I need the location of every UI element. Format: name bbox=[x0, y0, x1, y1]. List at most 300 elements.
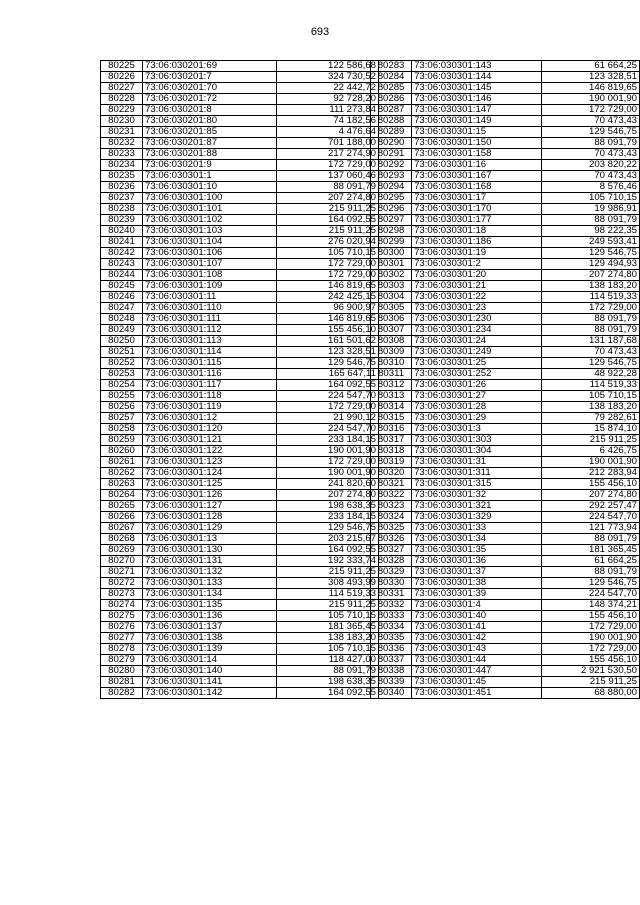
cadastral-number-cell: 73:06:030301:329 bbox=[412, 512, 541, 523]
value-cell: 172 729,00 bbox=[277, 402, 379, 413]
table-row bbox=[371, 160, 640, 171]
value-cell: 701 188,00 bbox=[277, 138, 379, 149]
row-number-cell: 80271 bbox=[101, 567, 143, 578]
table-row bbox=[101, 589, 379, 600]
value-cell: 88 091,79 bbox=[541, 314, 639, 325]
row-number-cell: 80285 bbox=[371, 83, 412, 94]
table-row bbox=[101, 633, 379, 644]
value-cell: 146 819,65 bbox=[277, 281, 379, 292]
table-row bbox=[101, 578, 379, 589]
value-cell: 292 257,47 bbox=[541, 501, 639, 512]
value-cell: 215 911,25 bbox=[277, 226, 379, 237]
cadastral-number-cell: 73:06:030301:146 bbox=[412, 94, 541, 105]
value-cell: 308 493,99 bbox=[277, 578, 379, 589]
table-row bbox=[371, 578, 640, 589]
table-row bbox=[101, 270, 379, 281]
value-cell: 114 519,33 bbox=[541, 380, 639, 391]
table-row bbox=[371, 204, 640, 215]
cadastral-number-cell: 73:06:030301:128 bbox=[143, 512, 277, 523]
value-cell: 131 187,68 bbox=[541, 336, 639, 347]
cadastral-number-cell: 73:06:030301:16 bbox=[412, 160, 541, 171]
cadastral-number-cell: 73:06:030301:110 bbox=[143, 303, 277, 314]
cadastral-number-cell: 73:06:030301:12 bbox=[143, 413, 277, 424]
cadastral-number-cell: 73:06:030301:1 bbox=[143, 171, 277, 182]
table-row bbox=[101, 259, 379, 270]
table-row bbox=[371, 479, 640, 490]
value-cell: 114 519,33 bbox=[277, 589, 379, 600]
row-number-cell: 80249 bbox=[101, 325, 143, 336]
table-row bbox=[101, 611, 379, 622]
value-cell: 105 710,15 bbox=[277, 611, 379, 622]
value-cell: 88 091,79 bbox=[541, 325, 639, 336]
cadastral-number-cell: 73:06:030301:143 bbox=[412, 61, 541, 72]
cadastral-number-cell: 73:06:030301:140 bbox=[143, 666, 277, 677]
value-cell: 161 501,62 bbox=[277, 336, 379, 347]
cadastral-number-cell: 73:06:030301:130 bbox=[143, 545, 277, 556]
row-number-cell: 80338 bbox=[371, 666, 412, 677]
table-row bbox=[371, 237, 640, 248]
cadastral-number-cell: 73:06:030301:149 bbox=[412, 116, 541, 127]
cadastral-number-cell: 73:06:030201:70 bbox=[143, 83, 277, 94]
value-cell: 276 020,94 bbox=[277, 237, 379, 248]
cadastral-number-cell: 73:06:030301:113 bbox=[143, 336, 277, 347]
row-number-cell: 80313 bbox=[371, 391, 412, 402]
table-row bbox=[101, 182, 379, 193]
cadastral-number-cell: 73:06:030301:127 bbox=[143, 501, 277, 512]
value-cell: 129 546,75 bbox=[541, 358, 639, 369]
cadastral-number-cell: 73:06:030301:114 bbox=[143, 347, 277, 358]
row-number-cell: 80251 bbox=[101, 347, 143, 358]
value-cell: 172 729,00 bbox=[541, 644, 639, 655]
value-cell: 181 365,45 bbox=[277, 622, 379, 633]
cadastral-number-cell: 73:06:030301:40 bbox=[412, 611, 541, 622]
row-number-cell: 80250 bbox=[101, 336, 143, 347]
cadastral-number-cell: 73:06:030301:13 bbox=[143, 534, 277, 545]
row-number-cell: 80307 bbox=[371, 325, 412, 336]
table-row bbox=[101, 446, 379, 457]
row-number-cell: 80301 bbox=[371, 259, 412, 270]
value-cell: 70 473,43 bbox=[541, 116, 639, 127]
row-number-cell: 80240 bbox=[101, 226, 143, 237]
table-row bbox=[371, 435, 640, 446]
cadastral-number-cell: 73:06:030301:120 bbox=[143, 424, 277, 435]
table-row bbox=[371, 138, 640, 149]
row-number-cell: 80229 bbox=[101, 105, 143, 116]
row-number-cell: 80238 bbox=[101, 204, 143, 215]
table-row bbox=[371, 556, 640, 567]
row-number-cell: 80291 bbox=[371, 149, 412, 160]
cadastral-number-cell: 73:06:030301:22 bbox=[412, 292, 541, 303]
table-row bbox=[101, 512, 379, 523]
cadastral-number-cell: 73:06:030301:29 bbox=[412, 413, 541, 424]
cadastral-number-cell: 73:06:030301:234 bbox=[412, 325, 541, 336]
row-number-cell: 80297 bbox=[371, 215, 412, 226]
value-cell: 155 456,10 bbox=[541, 655, 639, 666]
row-number-cell: 80326 bbox=[371, 534, 412, 545]
cadastral-number-cell: 73:06:030301:138 bbox=[143, 633, 277, 644]
value-cell: 88 091,79 bbox=[541, 215, 639, 226]
cadastral-number-cell: 73:06:030301:303 bbox=[412, 435, 541, 446]
value-cell: 155 456,10 bbox=[541, 479, 639, 490]
row-number-cell: 80246 bbox=[101, 292, 143, 303]
table-row bbox=[101, 105, 379, 116]
value-cell: 2 921 530,50 bbox=[541, 666, 639, 677]
value-cell: 215 911,25 bbox=[277, 204, 379, 215]
row-number-cell: 80262 bbox=[101, 468, 143, 479]
cadastral-number-cell: 73:06:030301:321 bbox=[412, 501, 541, 512]
table-row bbox=[101, 248, 379, 259]
row-number-cell: 80259 bbox=[101, 435, 143, 446]
row-number-cell: 80257 bbox=[101, 413, 143, 424]
value-cell: 129 546,75 bbox=[277, 358, 379, 369]
row-number-cell: 80232 bbox=[101, 138, 143, 149]
row-number-cell: 80303 bbox=[371, 281, 412, 292]
table-row bbox=[101, 171, 379, 182]
table-row bbox=[371, 314, 640, 325]
table-row bbox=[101, 116, 379, 127]
cadastral-number-cell: 73:06:030301:111 bbox=[143, 314, 277, 325]
row-number-cell: 80278 bbox=[101, 644, 143, 655]
cadastral-number-cell: 73:06:030301:124 bbox=[143, 468, 277, 479]
value-cell: 61 664,25 bbox=[541, 61, 639, 72]
table-row bbox=[101, 391, 379, 402]
cadastral-number-cell: 73:06:030301:132 bbox=[143, 567, 277, 578]
table-row bbox=[371, 193, 640, 204]
row-number-cell: 80324 bbox=[371, 512, 412, 523]
cadastral-number-cell: 73:06:030301:35 bbox=[412, 545, 541, 556]
row-number-cell: 80335 bbox=[371, 633, 412, 644]
row-number-cell: 80311 bbox=[371, 369, 412, 380]
value-cell: 181 365,45 bbox=[541, 545, 639, 556]
table-row bbox=[371, 402, 640, 413]
value-cell: 146 819,65 bbox=[541, 83, 639, 94]
cadastral-number-cell: 73:06:030301:102 bbox=[143, 215, 277, 226]
value-cell: 68 880,00 bbox=[541, 688, 639, 699]
table-row bbox=[371, 270, 640, 281]
cadastral-number-cell: 73:06:030301:125 bbox=[143, 479, 277, 490]
row-number-cell: 80260 bbox=[101, 446, 143, 457]
value-cell: 172 729,00 bbox=[277, 259, 379, 270]
row-number-cell: 80276 bbox=[101, 622, 143, 633]
value-cell: 74 182,56 bbox=[277, 116, 379, 127]
table-row bbox=[101, 138, 379, 149]
row-number-cell: 80225 bbox=[101, 61, 143, 72]
table-row bbox=[371, 413, 640, 424]
table-row bbox=[371, 512, 640, 523]
cadastral-number-cell: 73:06:030301:150 bbox=[412, 138, 541, 149]
cadastral-number-cell: 73:06:030301:39 bbox=[412, 589, 541, 600]
row-number-cell: 80267 bbox=[101, 523, 143, 534]
row-number-cell: 80228 bbox=[101, 94, 143, 105]
row-number-cell: 80245 bbox=[101, 281, 143, 292]
row-number-cell: 80298 bbox=[371, 226, 412, 237]
value-cell: 241 820,60 bbox=[277, 479, 379, 490]
row-number-cell: 80256 bbox=[101, 402, 143, 413]
table-row bbox=[371, 347, 640, 358]
cadastral-number-cell: 73:06:030301:14 bbox=[143, 655, 277, 666]
cadastral-number-cell: 73:06:030201:87 bbox=[143, 138, 277, 149]
row-number-cell: 80275 bbox=[101, 611, 143, 622]
row-number-cell: 80273 bbox=[101, 589, 143, 600]
row-number-cell: 80309 bbox=[371, 347, 412, 358]
row-number-cell: 80252 bbox=[101, 358, 143, 369]
row-number-cell: 80323 bbox=[371, 501, 412, 512]
cadastral-number-cell: 73:06:030201:8 bbox=[143, 105, 277, 116]
cadastral-number-cell: 73:06:030301:144 bbox=[412, 72, 541, 83]
value-cell: 249 593,41 bbox=[541, 237, 639, 248]
cadastral-number-cell: 73:06:030301:11 bbox=[143, 292, 277, 303]
row-number-cell: 80334 bbox=[371, 622, 412, 633]
table-row bbox=[371, 600, 640, 611]
value-cell: 137 060,46 bbox=[277, 171, 379, 182]
table-row bbox=[101, 303, 379, 314]
table-row bbox=[101, 457, 379, 468]
cadastral-number-cell: 73:06:030301:26 bbox=[412, 380, 541, 391]
cadastral-number-cell: 73:06:030301:3 bbox=[412, 424, 541, 435]
value-cell: 215 911,25 bbox=[541, 435, 639, 446]
table-row bbox=[101, 545, 379, 556]
row-number-cell: 80325 bbox=[371, 523, 412, 534]
row-number-cell: 80340 bbox=[371, 688, 412, 699]
cadastral-number-cell: 73:06:030301:304 bbox=[412, 446, 541, 457]
row-number-cell: 80239 bbox=[101, 215, 143, 226]
value-cell: 70 473,43 bbox=[541, 347, 639, 358]
table-row bbox=[101, 523, 379, 534]
value-cell: 88 091,79 bbox=[277, 182, 379, 193]
cadastral-number-cell: 73:06:030201:85 bbox=[143, 127, 277, 138]
table-row bbox=[371, 149, 640, 160]
table-row bbox=[371, 622, 640, 633]
row-number-cell: 80272 bbox=[101, 578, 143, 589]
value-cell: 96 900,97 bbox=[277, 303, 379, 314]
row-number-cell: 80280 bbox=[101, 666, 143, 677]
cadastral-number-cell: 73:06:030301:133 bbox=[143, 578, 277, 589]
cadastral-number-cell: 73:06:030301:18 bbox=[412, 226, 541, 237]
value-cell: 203 820,22 bbox=[541, 160, 639, 171]
table-row bbox=[371, 303, 640, 314]
table-row bbox=[101, 226, 379, 237]
cadastral-number-cell: 73:06:030301:115 bbox=[143, 358, 277, 369]
row-number-cell: 80306 bbox=[371, 314, 412, 325]
cadastral-number-cell: 73:06:030301:108 bbox=[143, 270, 277, 281]
value-cell: 190 001,90 bbox=[541, 633, 639, 644]
value-cell: 61 664,25 bbox=[541, 556, 639, 567]
table-row bbox=[371, 358, 640, 369]
value-cell: 88 091,79 bbox=[541, 534, 639, 545]
value-cell: 172 729,00 bbox=[277, 270, 379, 281]
table-row bbox=[101, 567, 379, 578]
row-number-cell: 80274 bbox=[101, 600, 143, 611]
row-number-cell: 80247 bbox=[101, 303, 143, 314]
cadastral-number-cell: 73:06:030301:135 bbox=[143, 600, 277, 611]
row-number-cell: 80328 bbox=[371, 556, 412, 567]
row-number-cell: 80237 bbox=[101, 193, 143, 204]
table-row bbox=[371, 457, 640, 468]
table-row bbox=[371, 545, 640, 556]
row-number-cell: 80305 bbox=[371, 303, 412, 314]
cadastral-number-cell: 73:06:030301:139 bbox=[143, 644, 277, 655]
cadastral-number-cell: 73:06:030301:168 bbox=[412, 182, 541, 193]
table-row bbox=[101, 94, 379, 105]
table-row bbox=[101, 468, 379, 479]
table-row bbox=[371, 534, 640, 545]
cadastral-number-cell: 73:06:030301:315 bbox=[412, 479, 541, 490]
value-cell: 8 576,46 bbox=[541, 182, 639, 193]
table-row bbox=[101, 204, 379, 215]
table-row bbox=[101, 336, 379, 347]
cadastral-number-cell: 73:06:030301:42 bbox=[412, 633, 541, 644]
table-row bbox=[101, 479, 379, 490]
row-number-cell: 80244 bbox=[101, 270, 143, 281]
table-row bbox=[101, 281, 379, 292]
value-cell: 79 282,61 bbox=[541, 413, 639, 424]
table-row bbox=[371, 501, 640, 512]
value-cell: 207 274,80 bbox=[277, 193, 379, 204]
table-row bbox=[371, 523, 640, 534]
value-cell: 114 519,33 bbox=[541, 292, 639, 303]
value-cell: 224 547,70 bbox=[541, 589, 639, 600]
value-cell: 190 001,90 bbox=[541, 457, 639, 468]
row-number-cell: 80293 bbox=[371, 171, 412, 182]
value-cell: 123 328,51 bbox=[277, 347, 379, 358]
table-row bbox=[371, 446, 640, 457]
cadastral-number-cell: 73:06:030301:32 bbox=[412, 490, 541, 501]
row-number-cell: 80266 bbox=[101, 512, 143, 523]
row-number-cell: 80321 bbox=[371, 479, 412, 490]
cadastral-number-cell: 73:06:030301:142 bbox=[143, 688, 277, 699]
table-row bbox=[371, 666, 640, 677]
cadastral-number-cell: 73:06:030301:4 bbox=[412, 600, 541, 611]
value-cell: 165 647,11 bbox=[277, 369, 379, 380]
table-row bbox=[101, 435, 379, 446]
cadastral-number-cell: 73:06:030301:118 bbox=[143, 391, 277, 402]
table-row bbox=[371, 336, 640, 347]
table-row bbox=[371, 677, 640, 688]
table-row bbox=[101, 556, 379, 567]
row-number-cell: 80242 bbox=[101, 248, 143, 259]
cadastral-number-cell: 73:06:030301:21 bbox=[412, 281, 541, 292]
value-cell: 146 819,65 bbox=[277, 314, 379, 325]
value-cell: 88 091,79 bbox=[277, 666, 379, 677]
cadastral-number-cell: 73:06:030301:122 bbox=[143, 446, 277, 457]
row-number-cell: 80287 bbox=[371, 105, 412, 116]
row-number-cell: 80253 bbox=[101, 369, 143, 380]
value-cell: 105 710,15 bbox=[541, 391, 639, 402]
value-cell: 172 729,00 bbox=[541, 622, 639, 633]
left-table bbox=[100, 60, 379, 699]
table-row bbox=[101, 402, 379, 413]
value-cell: 88 091,79 bbox=[541, 567, 639, 578]
row-number-cell: 80290 bbox=[371, 138, 412, 149]
cadastral-number-cell: 73:06:030301:103 bbox=[143, 226, 277, 237]
cadastral-number-cell: 73:06:030301:43 bbox=[412, 644, 541, 655]
table-row bbox=[371, 83, 640, 94]
row-number-cell: 80241 bbox=[101, 237, 143, 248]
cadastral-number-cell: 73:06:030301:19 bbox=[412, 248, 541, 259]
value-cell: 129 494,93 bbox=[541, 259, 639, 270]
value-cell: 155 456,10 bbox=[277, 325, 379, 336]
row-number-cell: 80236 bbox=[101, 182, 143, 193]
table-row bbox=[101, 501, 379, 512]
cadastral-number-cell: 73:06:030301:249 bbox=[412, 347, 541, 358]
cadastral-number-cell: 73:06:030301:44 bbox=[412, 655, 541, 666]
value-cell: 172 729,00 bbox=[277, 457, 379, 468]
table-row bbox=[101, 655, 379, 666]
cadastral-number-cell: 73:06:030301:23 bbox=[412, 303, 541, 314]
cadastral-number-cell: 73:06:030301:230 bbox=[412, 314, 541, 325]
value-cell: 233 184,15 bbox=[277, 512, 379, 523]
row-number-cell: 80310 bbox=[371, 358, 412, 369]
row-number-cell: 80235 bbox=[101, 171, 143, 182]
value-cell: 19 986,91 bbox=[541, 204, 639, 215]
row-number-cell: 80281 bbox=[101, 677, 143, 688]
row-number-cell: 80264 bbox=[101, 490, 143, 501]
row-number-cell: 80284 bbox=[371, 72, 412, 83]
table-row bbox=[371, 105, 640, 116]
value-cell: 212 283,94 bbox=[541, 468, 639, 479]
cadastral-number-cell: 73:06:030301:131 bbox=[143, 556, 277, 567]
table-row bbox=[371, 567, 640, 578]
value-cell: 164 092,55 bbox=[277, 215, 379, 226]
table-row bbox=[101, 666, 379, 677]
row-number-cell: 80319 bbox=[371, 457, 412, 468]
cadastral-number-cell: 73:06:030301:145 bbox=[412, 83, 541, 94]
page-number: 693 bbox=[310, 26, 330, 38]
table-row bbox=[371, 369, 640, 380]
table-row bbox=[101, 413, 379, 424]
cadastral-number-cell: 73:06:030301:170 bbox=[412, 204, 541, 215]
table-row bbox=[101, 380, 379, 391]
value-cell: 242 425,15 bbox=[277, 292, 379, 303]
table-row bbox=[371, 281, 640, 292]
row-number-cell: 80315 bbox=[371, 413, 412, 424]
cadastral-number-cell: 73:06:030301:15 bbox=[412, 127, 541, 138]
row-number-cell: 80322 bbox=[371, 490, 412, 501]
value-cell: 155 456,10 bbox=[541, 611, 639, 622]
row-number-cell: 80304 bbox=[371, 292, 412, 303]
cadastral-number-cell: 73:06:030301:24 bbox=[412, 336, 541, 347]
row-number-cell: 80327 bbox=[371, 545, 412, 556]
table-row bbox=[101, 677, 379, 688]
table-row bbox=[371, 380, 640, 391]
row-number-cell: 80316 bbox=[371, 424, 412, 435]
value-cell: 172 729,00 bbox=[277, 160, 379, 171]
value-cell: 198 638,35 bbox=[277, 501, 379, 512]
row-number-cell: 80279 bbox=[101, 655, 143, 666]
table-row bbox=[371, 391, 640, 402]
table-row bbox=[101, 61, 379, 72]
row-number-cell: 80269 bbox=[101, 545, 143, 556]
value-cell: 217 274,90 bbox=[277, 149, 379, 160]
cadastral-number-cell: 73:06:030301:34 bbox=[412, 534, 541, 545]
cadastral-number-cell: 73:06:030301:109 bbox=[143, 281, 277, 292]
value-cell: 224 547,70 bbox=[541, 512, 639, 523]
value-cell: 138 183,20 bbox=[277, 633, 379, 644]
row-number-cell: 80308 bbox=[371, 336, 412, 347]
value-cell: 138 183,20 bbox=[541, 402, 639, 413]
table-row bbox=[101, 237, 379, 248]
table-row bbox=[371, 655, 640, 666]
cadastral-number-cell: 73:06:030301:447 bbox=[412, 666, 541, 677]
cadastral-number-cell: 73:06:030301:28 bbox=[412, 402, 541, 413]
table-row bbox=[371, 127, 640, 138]
row-number-cell: 80226 bbox=[101, 72, 143, 83]
table-row bbox=[371, 226, 640, 237]
value-cell: 6 426,75 bbox=[541, 446, 639, 457]
cadastral-number-cell: 73:06:030301:38 bbox=[412, 578, 541, 589]
row-number-cell: 80329 bbox=[371, 567, 412, 578]
row-number-cell: 80234 bbox=[101, 160, 143, 171]
